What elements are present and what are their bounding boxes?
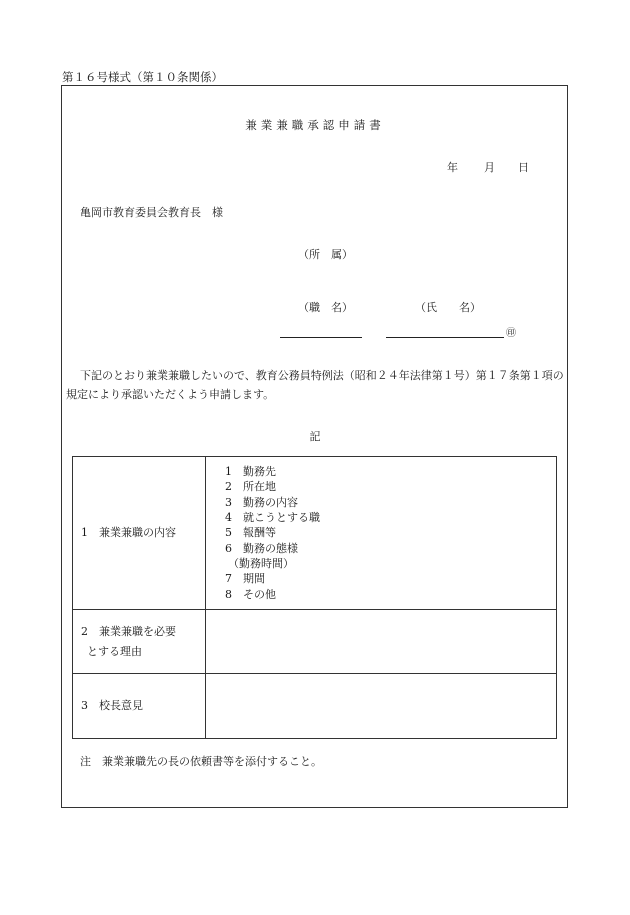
list-item: 2 所在地	[225, 480, 276, 494]
list-item: 8 その他	[225, 587, 276, 601]
list-item: 5 報酬等	[225, 526, 276, 540]
table-row	[73, 674, 557, 739]
date-year: 年	[447, 161, 458, 174]
date-month: 月	[484, 161, 495, 174]
form-number: 第１６号様式（第１０条関係）	[62, 70, 223, 84]
ki-heading: 記	[309, 430, 321, 443]
table-row	[73, 457, 557, 610]
details-table	[72, 456, 557, 739]
footnote: 注 兼業兼職先の長の依頼書等を添付すること。	[80, 755, 322, 768]
list-item: 3 勤務の内容	[225, 495, 298, 509]
name-signature-line	[386, 337, 504, 338]
row-label-text: 2 兼業兼職を必要	[81, 624, 176, 638]
list-item: 4 就こうとする職	[225, 511, 320, 525]
position-signature-line	[280, 337, 362, 338]
list-item: 7 期間	[225, 572, 265, 586]
application-statement: 下記のとおり兼業兼職したいので、教育公務員特例法（昭和２４年法律第１号）第１７条第１項の規定により承認いただくよう申請します。	[66, 369, 564, 401]
document-title: 兼業兼職承認申請書	[245, 118, 385, 132]
row-label-text: 3 校長意見	[81, 699, 143, 712]
table-row	[73, 610, 557, 674]
list-item: 6 勤務の態様	[225, 541, 298, 555]
addressee: 亀岡市教育委員会教育長 様	[80, 206, 223, 219]
content-items-cell	[206, 457, 557, 610]
row-label-reason	[73, 610, 206, 674]
seal-mark: ㊞	[506, 328, 516, 339]
list-item: 1 勤務先	[225, 465, 276, 479]
affiliation-label: （所 属）	[298, 248, 353, 261]
row-label-text: とする理由	[87, 644, 142, 658]
principal-opinion-area[interactable]	[206, 674, 557, 739]
name-label: （氏 名）	[415, 301, 481, 314]
date-day: 日	[518, 161, 529, 174]
position-label: （職 名）	[298, 301, 353, 314]
reason-input-area[interactable]	[206, 610, 557, 674]
list-item: （勤務時間）	[228, 556, 294, 570]
row-label-opinion	[73, 674, 206, 739]
row-label-text: 1 兼業兼職の内容	[81, 526, 176, 539]
row-label-content	[73, 457, 206, 610]
